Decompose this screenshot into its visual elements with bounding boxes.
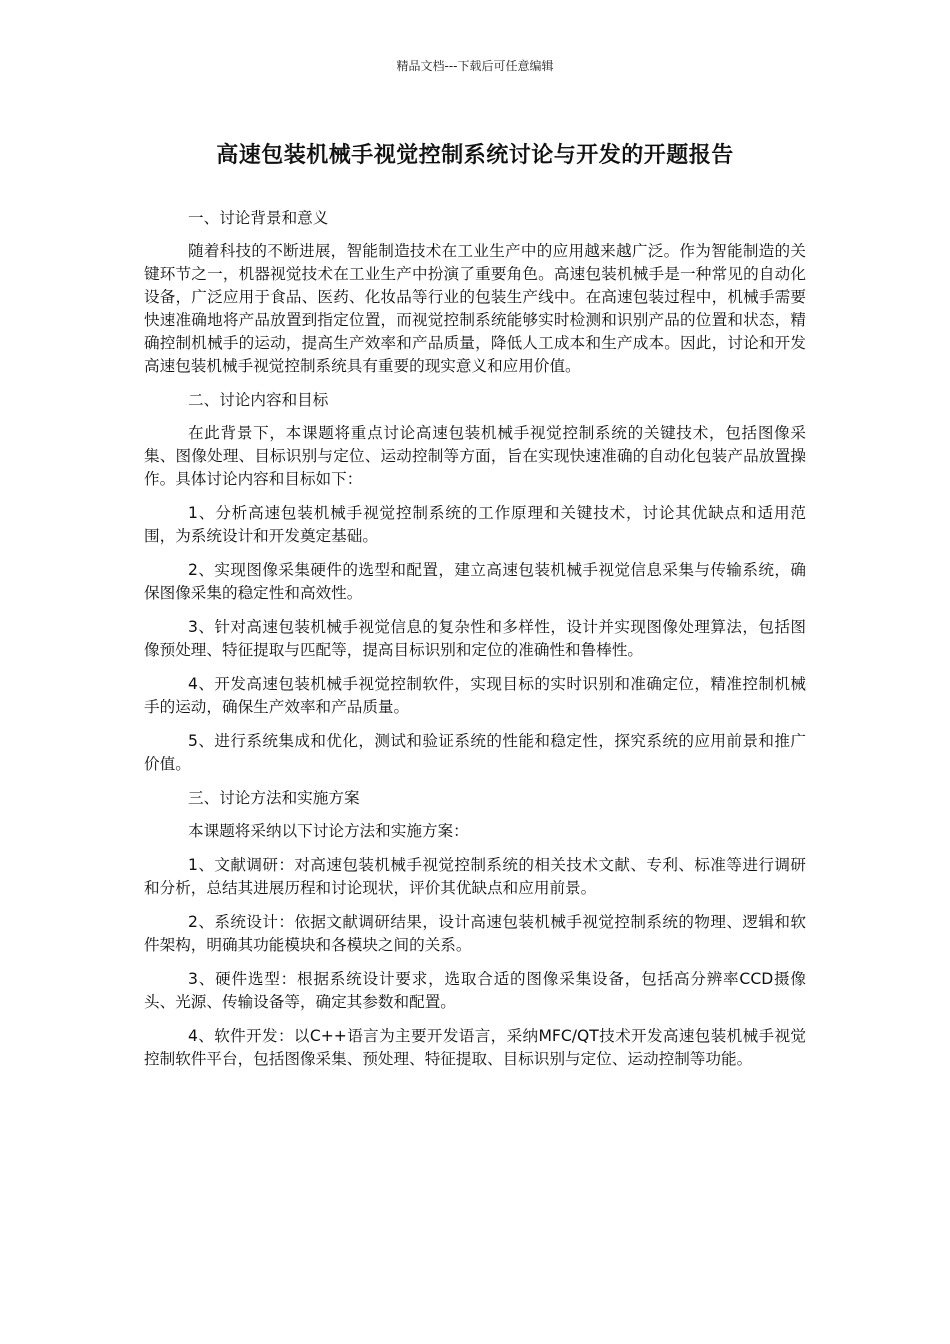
list-item: 3、硬件选型：根据系统设计要求，选取合适的图像采集设备，包括高分辨率CCD摄像头、光源、传输设备等，确定其参数和配置。: [144, 970, 806, 1011]
list-item: 1、分析高速包装机械手视觉控制系统的工作原理和关键技术，讨论其优缺点和适用范围，为系统设计和开发奠定基础。: [144, 504, 806, 545]
list-item: 1、文献调研：对高速包装机械手视觉控制系统的相关技术文献、专利、标准等进行调研和分析，总结其进展历程和讨论现状，评价其优缺点和应用前景。: [144, 856, 806, 897]
header-note: 精品文档---下载后可任意编辑: [396, 59, 554, 73]
paragraph: 本课题将采纳以下讨论方法和实施方案：: [188, 822, 469, 840]
section-heading: 一、讨论背景和意义: [188, 209, 329, 227]
list-item: 2、实现图像采集硬件的选型和配置，建立高速包装机械手视觉信息采集与传输系统，确保图像采集的稳定性和高效性。: [144, 561, 806, 602]
section-heading: 三、讨论方法和实施方案: [188, 789, 360, 807]
list-item: 2、系统设计：依据文献调研结果，设计高速包装机械手视觉控制系统的物理、逻辑和软件架构，明确其功能模块和各模块之间的关系。: [144, 913, 806, 954]
document-title: 高速包装机械手视觉控制系统讨论与开发的开题报告: [216, 143, 734, 168]
list-item: 3、针对高速包装机械手视觉信息的复杂性和多样性，设计并实现图像处理算法，包括图像预处理、特征提取与匹配等，提高目标识别和定位的准确性和鲁棒性。: [144, 618, 806, 659]
list-item: 5、进行系统集成和优化，测试和验证系统的性能和稳定性，探究系统的应用前景和推广价值。: [144, 732, 806, 773]
paragraph: 随着科技的不断进展，智能制造技术在工业生产中的应用越来越广泛。作为智能制造的关键环节之一，机器视觉技术在工业生产中扮演了重要角色。高速包装机械手是一种常见的自动化设备，广泛应用于食品、医药、化妆品等行业的包装生产线中。在高速包装过程中，机械手需要快速准确地将产品放置到指定位置，而视觉控制系统能够实时检测和识别产品的位置和状态，精确控制机械手的运动，提高生产效率和产品质量，降低人工成本和生产成本。因此，讨论和开发高速包装机械手视觉控制系统具有重要的现实意义和应用价值。: [144, 242, 806, 375]
list-item: 4、软件开发：以C++语言为主要开发语言，采纳MFC/QT技术开发高速包装机械手视觉控制软件平台，包括图像采集、预处理、特征提取、目标识别与定位、运动控制等功能。: [144, 1027, 806, 1068]
document-body: [144, 207, 806, 1082]
list-item: 4、开发高速包装机械手视觉控制软件，实现目标的实时识别和准确定位，精准控制机械手的运动，确保生产效率和产品质量。: [144, 675, 806, 716]
section-heading: 二、讨论内容和目标: [188, 391, 329, 409]
paragraph: 在此背景下，本课题将重点讨论高速包装机械手视觉控制系统的关键技术，包括图像采集、图像处理、目标识别与定位、运动控制等方面，旨在实现快速准确的自动化包装产品放置操作。具体讨论内容和目标如下：: [144, 424, 806, 488]
